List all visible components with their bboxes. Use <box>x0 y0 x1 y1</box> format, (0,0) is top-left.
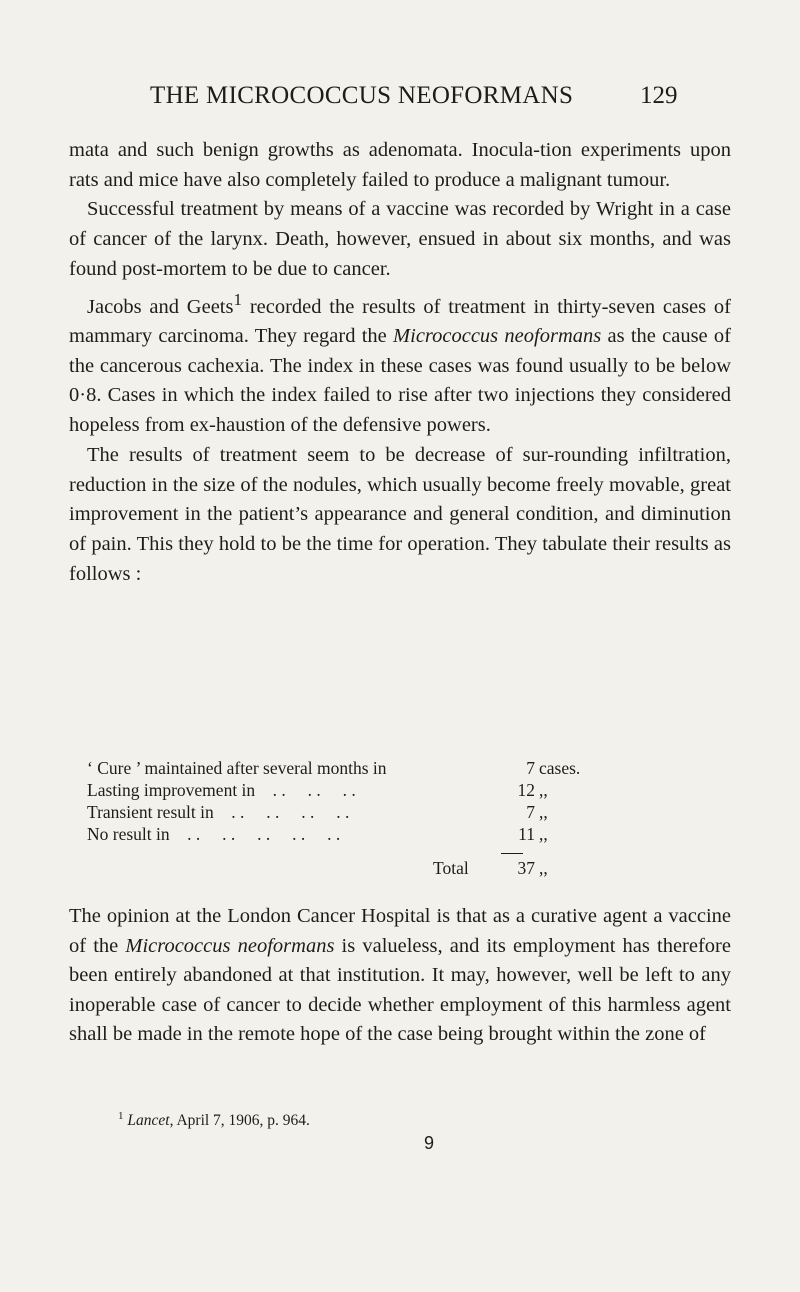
total-value: 37 <box>517 858 535 878</box>
footnote-marker: 1 <box>118 1110 124 1122</box>
row-label: Lasting improvement in . . . . . . <box>87 780 356 800</box>
row-value: 7 <box>526 802 535 822</box>
organism-name-2: Micrococcus neoformans <box>125 934 335 957</box>
table-row <box>87 801 687 823</box>
body-text-continued <box>69 902 731 1050</box>
footnote-source: Lancet <box>127 1112 170 1130</box>
row-unit: ,, <box>539 780 548 800</box>
paragraph-3-end: as the cause of the cancerous cachexia. The index in these cases was found usually to be below 0·8. Cases in which the index failed to rise after two injections they considered hopeless from ex-haustion of the defensive powers. <box>69 325 731 437</box>
organism-name: Micrococcus neoformans <box>393 325 602 348</box>
paragraph-5-start: The opinion at the London Cancer Hospital is that as a curative agent a vaccine of the <box>69 905 731 957</box>
row-value: 12 <box>517 780 535 800</box>
running-title: THE MICROCOCCUS NEOFORMANS <box>150 82 574 109</box>
row-label: Transient result in . . . . . . . . <box>87 802 350 822</box>
paragraph-1: mata and such benign growths as adenomata. Inocula-tion experiments upon rats and mice have also completely failed to produce a malignant tumour. <box>69 139 731 191</box>
results-table <box>87 757 687 883</box>
page-number: 129 <box>640 82 678 109</box>
table-row <box>87 823 687 845</box>
paragraph-2: Successful treatment by means of a vaccine was recorded by Wright in a case of cancer of the larynx. Death, however, ensued in about six months, and was found post-mortem to be due to cancer. <box>69 198 731 280</box>
body-text <box>69 136 731 589</box>
running-header <box>0 82 800 122</box>
total-label: Total <box>433 858 469 878</box>
footnote-reference: 1 <box>233 289 243 309</box>
row-unit: ,, <box>539 824 548 844</box>
row-value: 7 <box>526 758 535 778</box>
total-row <box>87 853 687 883</box>
row-label: No result in . . . . . . . . . . <box>87 824 341 844</box>
paragraph-3-mid: recorded the results of treatment in thirty-seven cases of mammary carcinoma. They regard the <box>69 295 731 348</box>
row-unit: cases. <box>539 758 581 778</box>
table-row <box>87 757 687 779</box>
footnote-details: , April 7, 1906, p. 964. <box>169 1112 310 1130</box>
row-label: ‘ Cure ’ maintained after several months in <box>87 758 387 778</box>
signature-mark: 9 <box>424 1133 435 1153</box>
table-row <box>87 779 687 801</box>
row-unit: ,, <box>539 802 548 822</box>
paragraph-3 <box>69 285 731 441</box>
paragraph-4: The results of treatment seem to be decrease of sur-rounding infiltration, reduction in the size of the nodules, which usually become freely movable, great improvement in the patient’s appearance and general condition, and diminution of pain. This they hold to be the time for operation. They tabulate their results as follows : <box>69 443 731 585</box>
paragraph-3-start: Jacobs and Geets <box>87 295 234 318</box>
row-value: 11 <box>518 824 535 844</box>
paragraph-5-end: is valueless, and its employment has therefore been entirely abandoned at that institution. It may, however, well be left to any inoperable case of cancer to decide whether employment of this harmless agent shall be made in the remote hope of the case being brought within the zone of <box>69 934 731 1045</box>
total-unit: ,, <box>539 858 548 878</box>
footnote <box>118 1110 310 1130</box>
total-rule <box>501 853 523 854</box>
